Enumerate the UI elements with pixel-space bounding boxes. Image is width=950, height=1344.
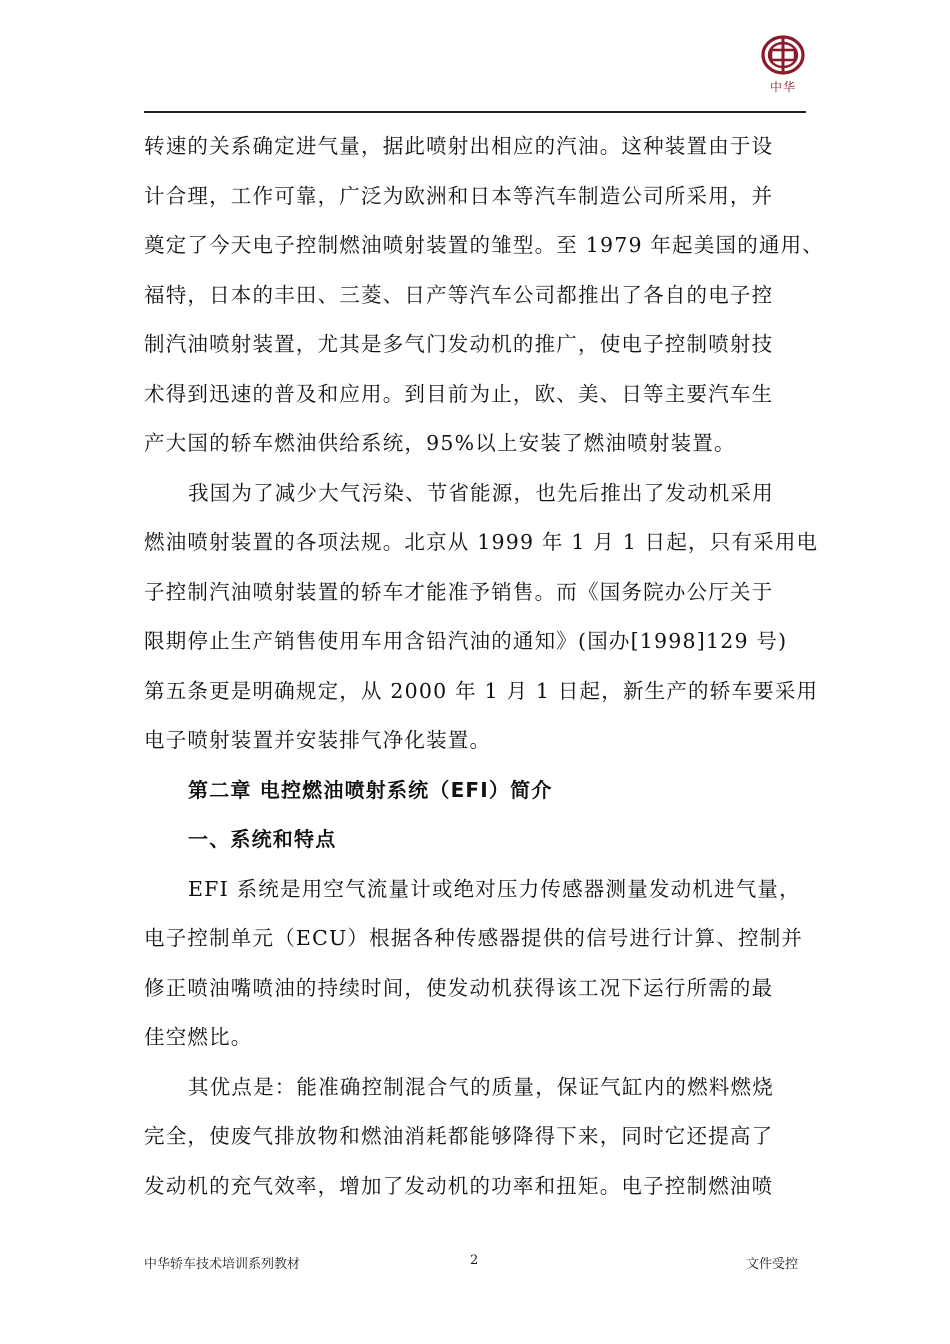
company-logo: [760, 34, 806, 100]
paragraph-line: 术得到迅速的普及和应用。到目前为止，欧、美、日等主要汽车生: [144, 381, 774, 406]
paragraph-line: 我国为了减少大气污染、节省能源，也先后推出了发动机采用: [188, 480, 774, 505]
paragraph-line: 完全，使废气排放物和燃油消耗都能够降得下来，同时它还提高了: [144, 1124, 774, 1148]
paragraph-line: 制汽油喷射装置，尤其是多气门发动机的推广，使电子控制喷射技: [144, 332, 774, 356]
header-divider: [144, 111, 806, 113]
paragraph-line: 限期停止生产销售使用车用含铅汽油的通知》(国办[1998]129 号): [144, 629, 788, 653]
zhonghua-emblem-icon: [760, 34, 806, 78]
paragraph-line: 子控制汽油喷射装置的轿车才能准予销售。而《国务院办公厅关于: [144, 579, 774, 604]
paragraph-line: EFI 系统是用空气流量计或绝对压力传感器测量发动机进气量，: [188, 876, 801, 901]
document-body: [144, 122, 825, 1211]
paragraph-line: 发动机的充气效率，增加了发动机的功率和扭矩。电子控制燃油喷: [144, 1173, 774, 1198]
paragraph-line: 电子喷射装置并安装排气净化装置。: [144, 728, 492, 752]
paragraph-line: 电子控制单元（ECU）根据各种传感器提供的信号进行计算、控制并: [144, 926, 804, 950]
paragraph-line: 修正喷油嘴喷油的持续时间，使发动机获得该工况下运行所需的最: [144, 975, 774, 1000]
paragraph-line: 转速的关系确定进气量，据此喷射出相应的汽油。这种装置由于设: [144, 134, 774, 158]
section-heading: 一、系统和特点: [188, 827, 337, 851]
footer-control-note: 文件受控: [746, 1257, 799, 1272]
logo-text: 中华: [769, 80, 796, 94]
paragraph-line: 产大国的轿车燃油供给系统，95%以上安装了燃油喷射装置。: [144, 431, 736, 455]
chapter-heading: 第二章 电控燃油喷射系统（EFI）简介: [188, 777, 553, 802]
paragraph-line: 福特，日本的丰田、三菱、日产等汽车公司都推出了各自的电子控: [144, 282, 774, 307]
paragraph-line: 计合理，工作可靠，广泛为欧洲和日本等汽车制造公司所采用，并: [144, 183, 774, 208]
paragraph-line: 燃油喷射装置的各项法规。北京从 1999 年 1 月 1 日起，只有采用电: [144, 530, 819, 554]
paragraph-line: 第五条更是明确规定，从 2000 年 1 月 1 日起，新生产的轿车要采用: [144, 678, 819, 703]
paragraph-line: 佳空燃比。: [144, 1025, 253, 1049]
paragraph-line: 奠定了今天电子控制燃油喷射装置的雏型。至 1979 年起美国的通用、: [144, 233, 825, 257]
footer-title: 中华轿车技术培训系列教材: [144, 1257, 301, 1272]
page-number: 2: [470, 1253, 479, 1268]
paragraph-line: 其优点是：能准确控制混合气的质量，保证气缸内的燃料燃烧: [188, 1074, 774, 1099]
